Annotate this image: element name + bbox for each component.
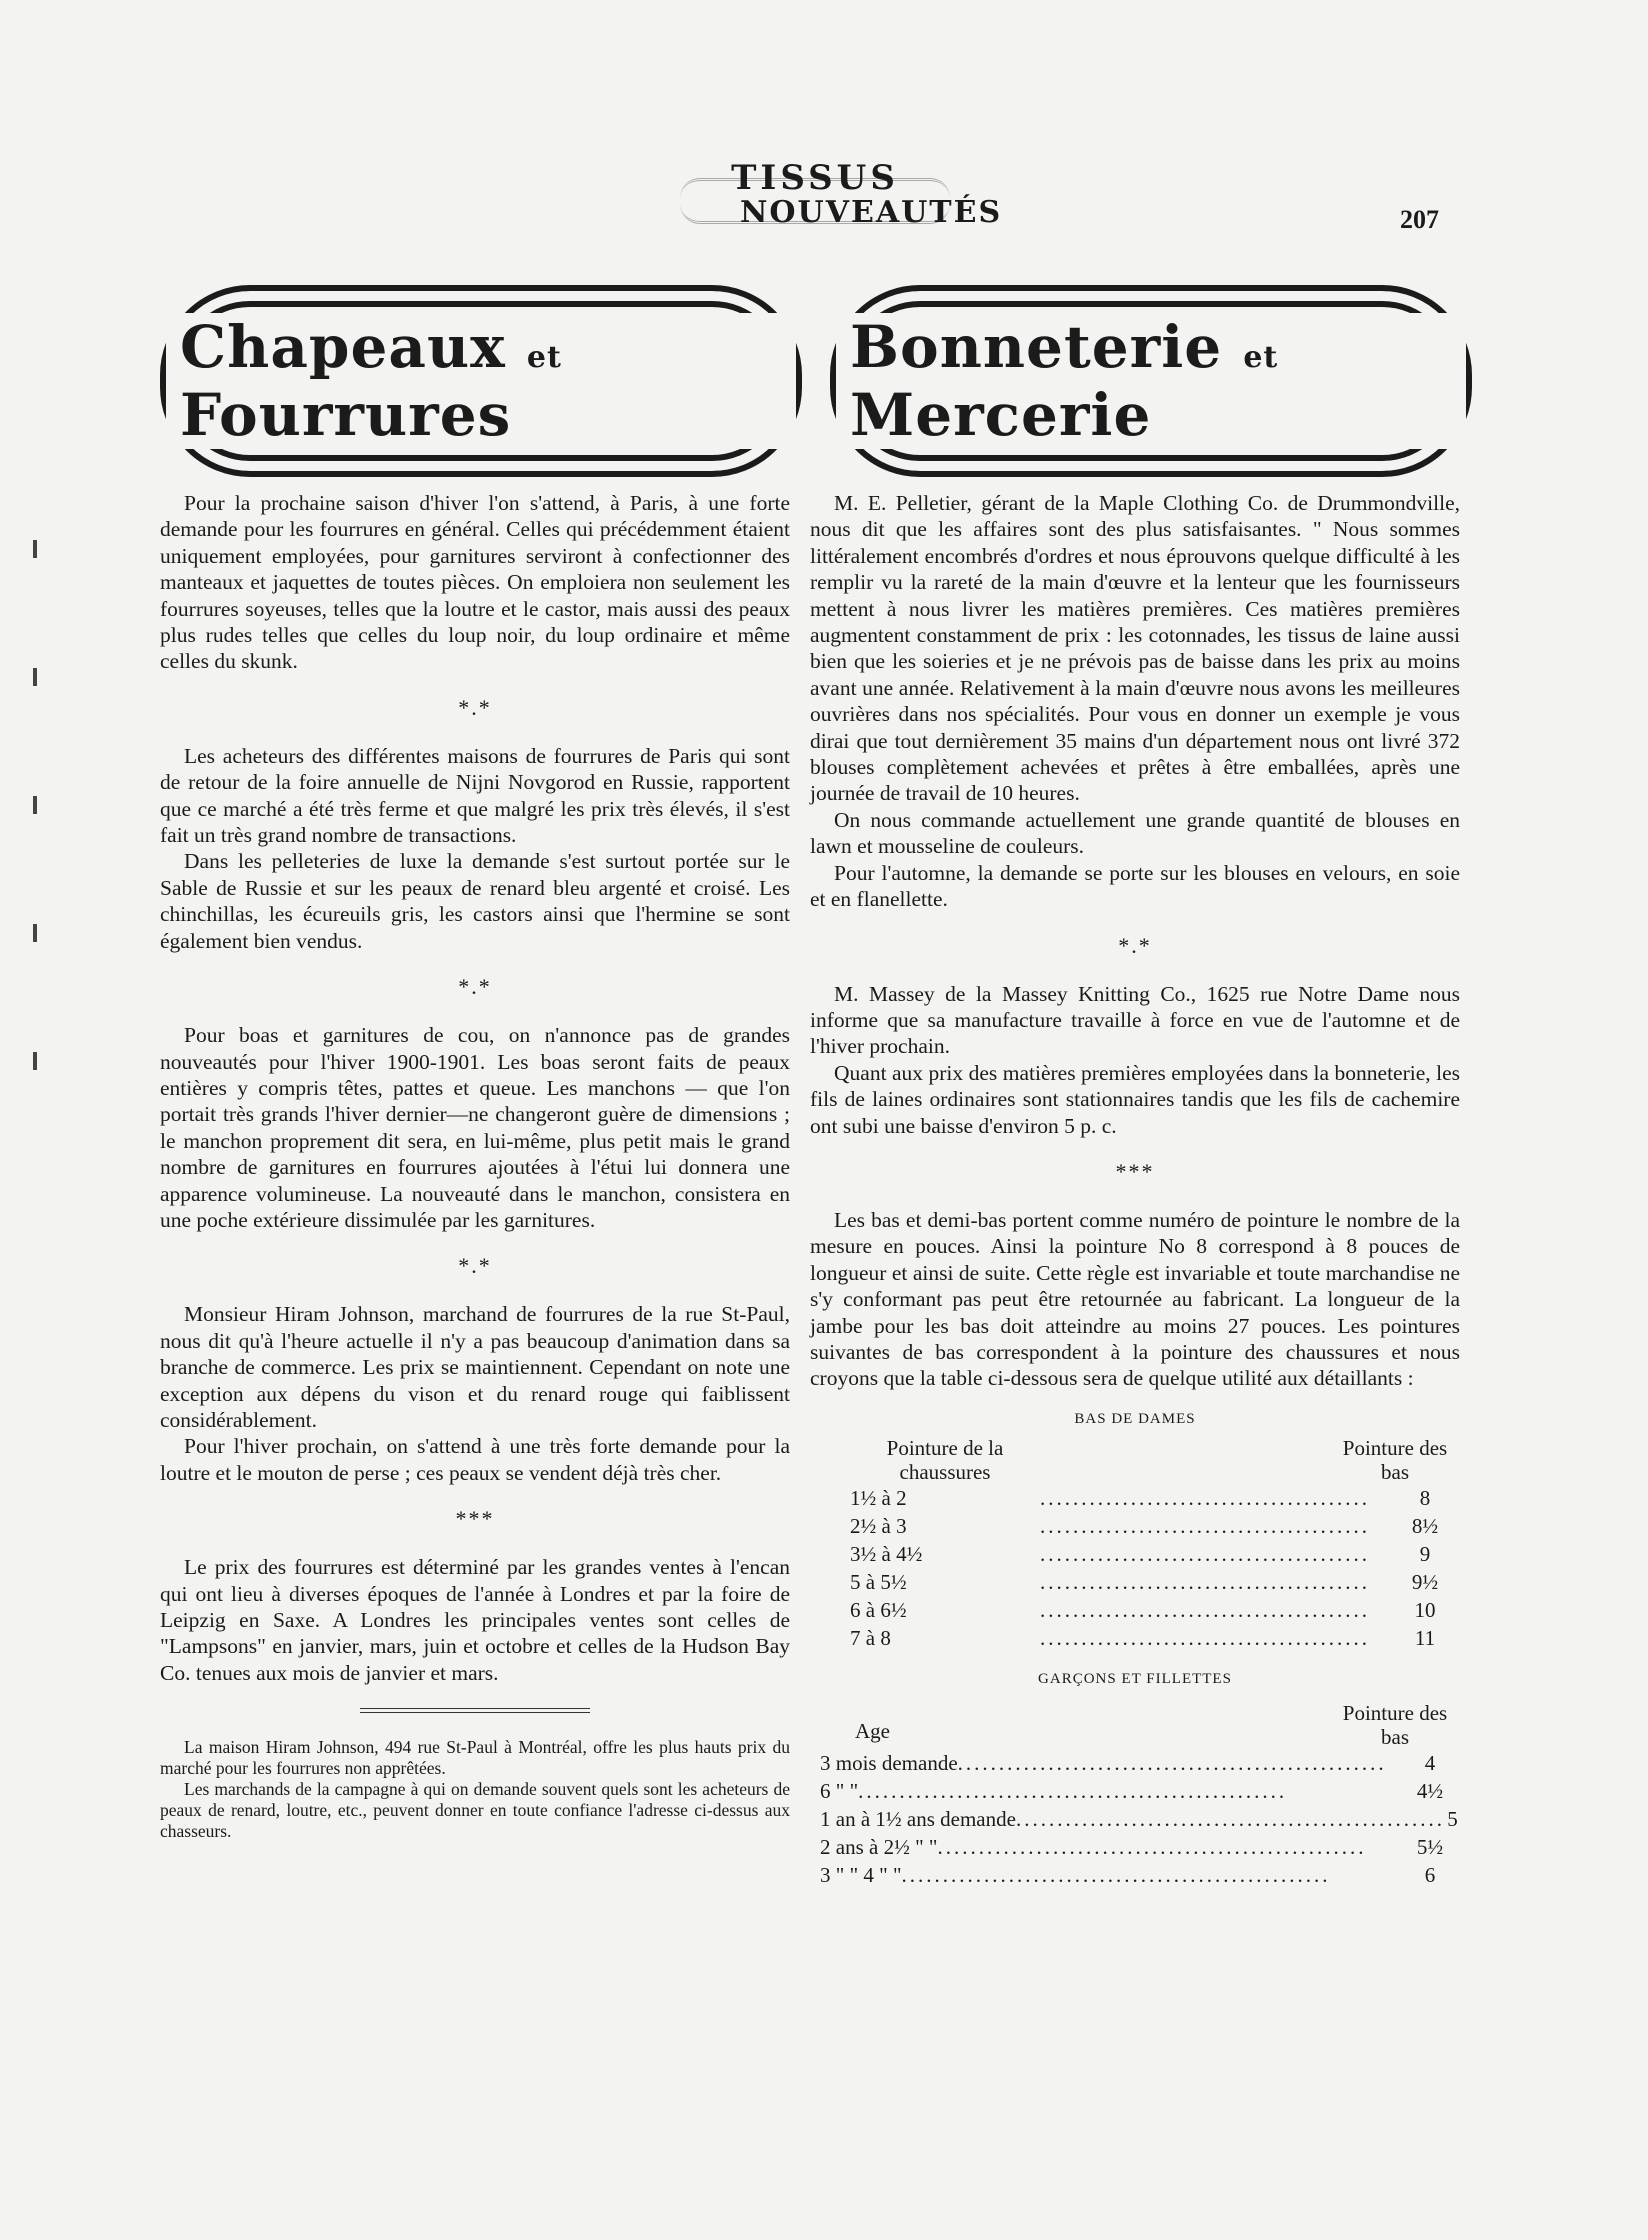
table-row: 1½ à 2 ........................................ 8 <box>810 1484 1460 1512</box>
paragraph: Pour la prochaine saison d'hiver l'on s'attend, à Paris, à une forte demande pour les fourrures en général. Celles qui précédemment étaient uniquement employées, pour garnitures serviront à confectionner des manteaux et jaquettes de toutes pièces. On emploiera non seulement les fourrures soyeuses, telles que la loutre et le castor, mais aussi des peaux plus rudes telles que celles du loup noir, du loup ordinaire et même celles du skunk. <box>160 491 790 674</box>
age: 3 mois demande <box>820 1750 958 1775</box>
title-conj: et <box>1243 340 1279 375</box>
age: 2 ans à 2½ " " <box>820 1834 938 1859</box>
table-header <box>810 1436 1460 1484</box>
column-header: Pointure de la chaussures <box>886 1436 1004 1485</box>
binding-marks <box>30 540 40 1180</box>
size-table-ladies <box>810 1406 1460 1652</box>
title-word-2: Fourrures <box>180 381 512 449</box>
paragraph: Le prix des fourrures est déterminé par les grandes ventes à l'encan qui ont lieu à diverses époques de l'année à Londres et par la foire de Leipzig en Saxe. A Londres les principales ventes sont celles de "Lampsons" en janvier, mars, juin et octobre et celles de la Hudson Bay Co. tenues aux mois de janvier et mars. <box>160 1555 790 1685</box>
title-conj: et <box>526 340 562 375</box>
paragraph: Quant aux prix des matières premières employées dans la bonneterie, les fils de laines ordinaires sont stationnaires tandis que les fils de cachemire ont subi une baisse d'environ 5 p. c. <box>810 1060 1460 1138</box>
double-rule <box>360 1708 590 1713</box>
page-number: 207 <box>1400 205 1439 234</box>
section-banner-right <box>830 285 1472 477</box>
stocking-size: 9½ <box>1411 1570 1439 1595</box>
right-column <box>810 490 1460 1889</box>
table-caption: GARÇONS ET FILLETTES <box>1038 1671 1232 1688</box>
column-header: Age <box>855 1718 890 1743</box>
note-paragraph: Les marchands de la campagne à qui on demande souvent quels sont les acheteurs de peaux de renard, loutre, etc., peuvent donner en toute confiance l'adresse ci-dessus aux chasseurs. <box>160 1779 790 1842</box>
table-row: 1 an à 1½ ans demande .................................................... 5 <box>810 1805 1460 1833</box>
paragraph: M. Massey de la Massey Knitting Co., 1625 rue Notre Dame nous informe que sa manufacture travaille à force en vue de l'automne et de l'hiver prochain. <box>810 981 1460 1059</box>
stocking-size: 10 <box>1414 1598 1436 1623</box>
stocking-size: 5 <box>1447 1806 1458 1831</box>
section-separator: *.* <box>458 1253 492 1279</box>
stocking-size: 6 <box>1424 1862 1436 1887</box>
table-row: 2½ à 3 ........................................ 8½ <box>810 1512 1460 1540</box>
stocking-size: 5½ <box>1416 1834 1444 1859</box>
section-separator: *.* <box>458 694 492 720</box>
shoe-size: 5 à 5½ <box>850 1570 907 1595</box>
section-title-left <box>166 313 796 449</box>
column-header: Pointure des bas <box>1342 1436 1448 1485</box>
table-row: 3 mois demande .................................................... 4 <box>810 1749 1460 1777</box>
logo-line-2: NOUVEAUTÉS <box>740 195 1003 230</box>
logo-line-1: TISSUS <box>731 158 899 198</box>
title-word-1: Chapeaux <box>180 313 506 381</box>
table-row: 5 à 5½ ........................................ 9½ <box>810 1568 1460 1596</box>
shoe-size: 6 à 6½ <box>850 1598 907 1623</box>
table-row: 7 à 8 ........................................ 11 <box>810 1624 1460 1652</box>
section-separator: *.* <box>458 974 492 1000</box>
section-separator: *** <box>1115 1158 1155 1184</box>
paragraph: Les bas et demi-bas portent comme numéro de pointure le nombre de la mesure en pouces. Ainsi la pointure No 8 correspond à 8 pouces de longueur et ainsi de suite. Cette règle est invariable et toute marchandise ne s'y conformant pas peut être retournée au fabricant. La longueur de la jambe pour les bas doit atteindre au moins 27 pouces. Les pointures suivantes de bas correspondent à la pointure des chaussures et nous croyons que la table ci-dessous sera de quelque utilité aux détaillants : <box>810 1207 1460 1391</box>
paragraph: On nous commande actuellement une grande quantité de blouses en lawn et mousseline de couleurs. <box>810 807 1460 859</box>
age: 3 " " 4 " " <box>820 1862 902 1887</box>
shoe-size: 1½ à 2 <box>850 1486 907 1511</box>
stocking-size: 9 <box>1419 1542 1431 1567</box>
title-word-2: Mercerie <box>850 381 1152 449</box>
paragraph: Monsieur Hiram Johnson, marchand de fourrures de la rue St-Paul, nous dit qu'à l'heure actuelle il n'y a pas beaucoup d'animation dans sa branche de commerce. Les prix se maintiennent. Cependant on note une exception aux dépens du vison et du renard rouge qui faiblissent considérablement. <box>160 1302 790 1432</box>
section-title-right <box>836 313 1466 449</box>
paragraph: Pour l'hiver prochain, on s'attend à une très forte demande pour la loutre et le mouton de perse ; ces peaux se vendent déjà très cher. <box>160 1434 790 1485</box>
table-row: 2 ans à 2½ " " .................................................... 5½ <box>810 1833 1460 1861</box>
paragraph: M. E. Pelletier, gérant de la Maple Clothing Co. de Drummondville, nous dit que les affaires sont des plus satisfaisantes. " Nous sommes littéralement encombrés d'ordres et nous éprouvons quelque difficulté à les remplir vu la rareté de la main d'œuvre et la lenteur que les fournisseurs mettent à nous livrer les matières premières. Ces matières premières augmentent constamment de prix : les cotonnades, les tissus de laine aussi bien que les soieries et je ne prévois pas de baisse dans les prix au moins avant une année. Relativement à la main d'œuvre nous avons les meilleures ouvrières dans nos spécialités. Pour vous en donner un exemple je vous dirai que tout dernièrement 35 mains d'un département nous ont livré 372 blouses complètement achevées et prêtes à être emballées, après une journée de travail de 10 heures. <box>810 491 1460 806</box>
logo-ornament <box>680 178 950 224</box>
paragraph: Pour l'automne, la demande se porte sur les blouses en velours, en soie et en flanellette. <box>810 860 1460 912</box>
section-banner-left <box>160 285 802 477</box>
table-caption: BAS DE DAMES <box>1074 1410 1196 1427</box>
column-header: Pointure des bas <box>1342 1700 1448 1749</box>
advertisement-note <box>160 1737 790 1842</box>
size-table-children <box>810 1666 1460 1888</box>
stocking-size: 8½ <box>1411 1514 1439 1539</box>
stocking-size: 11 <box>1414 1626 1436 1651</box>
table-header <box>810 1701 1460 1749</box>
section-separator: *.* <box>1118 932 1152 958</box>
left-column <box>160 490 790 1842</box>
shoe-size: 2½ à 3 <box>850 1514 907 1539</box>
stocking-size: 8 <box>1419 1486 1431 1511</box>
paragraph: Les acheteurs des différentes maisons de fourrures de Paris qui sont de retour de la foire annuelle de Nijni Novgorod en Russie, rapportent que ce marché a été très ferme et que malgré les prix très élevés, il s'est fait un très grand nombre de transactions. <box>160 743 790 848</box>
stocking-size: 4½ <box>1416 1778 1444 1803</box>
paragraph: Dans les pelleteries de luxe la demande s'est surtout portée sur le Sable de Russie et sur les peaux de renard bleu argenté et croisé. Les chinchillas, les écureuils gris, les castors ainsi que l'hermine se sont également bien vendus. <box>160 849 790 953</box>
age: 6 " " <box>820 1778 859 1803</box>
shoe-size: 3½ à 4½ <box>850 1542 923 1567</box>
stocking-size: 4 <box>1424 1750 1436 1775</box>
age: 1 an à 1½ ans demande <box>820 1806 1016 1831</box>
table-row: 6 à 6½ ........................................ 10 <box>810 1596 1460 1624</box>
title-word-1: Bonneterie <box>850 313 1223 381</box>
table-row: 6 " " .................................................... 4½ <box>810 1777 1460 1805</box>
paragraph: Pour boas et garnitures de cou, on n'annonce pas de grandes nouveautés pour l'hiver 1900-1901. Les boas seront faits de peaux entières y compris têtes, pattes et queue. Les manchons — que l'on portait très grands l'hiver dernier—ne changeront guère de dimensions ; le manchon proprement dit sera, en lui-même, plus petit mais le grand nombre de garnitures en fourrures ajoutées à l'étui lui donnera une apparence volumineuse. La nouveauté dans le manchon, consistera en une poche extérieure dissimulée par les garnitures. <box>160 1023 790 1232</box>
table-row: 3 " " 4 " " .................................................... 6 <box>810 1861 1460 1889</box>
masthead-logo <box>680 158 1003 240</box>
table-row: 3½ à 4½ ........................................ 9 <box>810 1540 1460 1568</box>
note-paragraph: La maison Hiram Johnson, 494 rue St-Paul à Montréal, offre les plus hauts prix du marché pour les fourrures non apprêtées. <box>160 1737 790 1779</box>
section-separator: *** <box>455 1506 495 1532</box>
shoe-size: 7 à 8 <box>850 1626 891 1651</box>
